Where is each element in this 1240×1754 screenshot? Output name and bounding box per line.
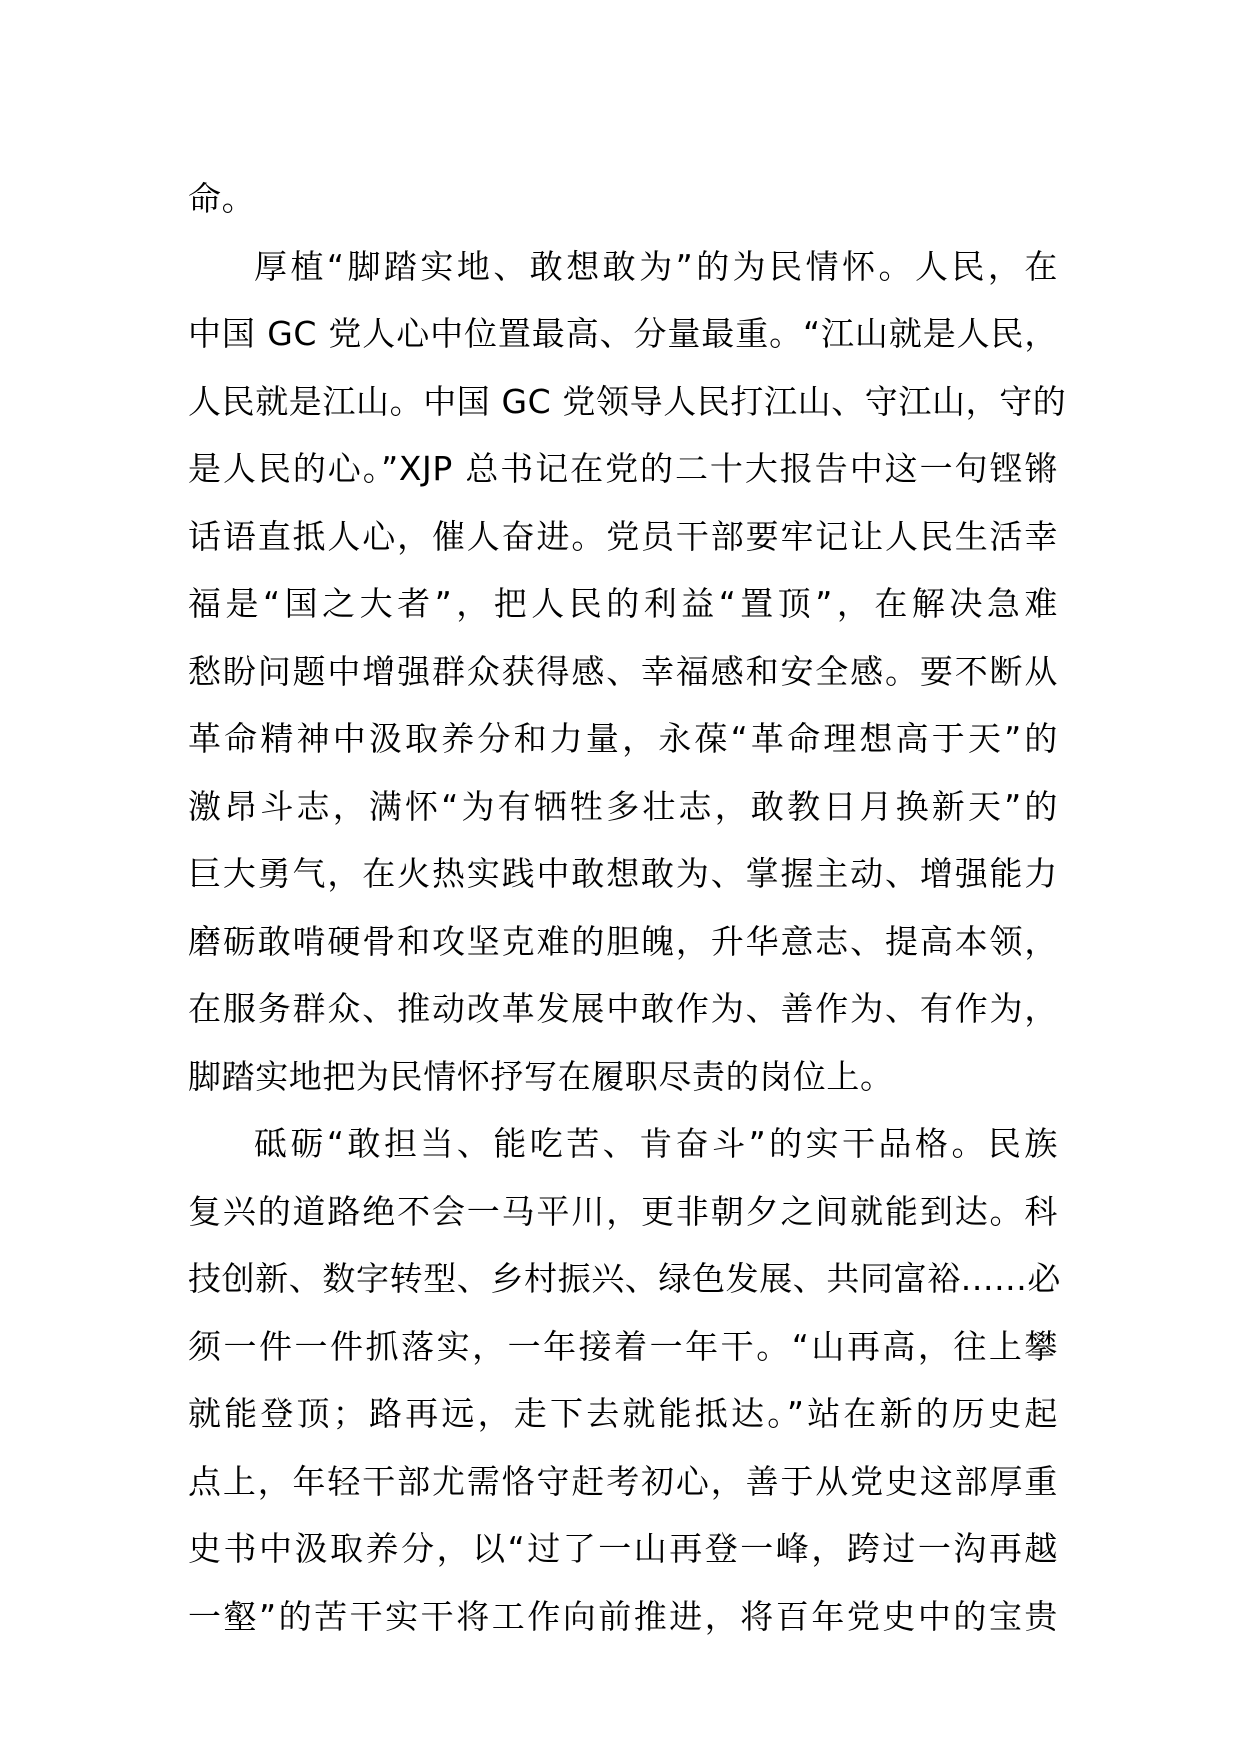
text-line: 命。 xyxy=(188,179,256,218)
text-line: 革命精神中汲取养分和力量，永葆“革命理想高于天”的 xyxy=(188,719,1058,758)
text-line: 中国 GC 党人心中位置最高、分量最重。“江山就是人民， xyxy=(188,314,1058,353)
text-line: 愁盼问题中增强群众获得感、幸福感和安全感。要不断从 xyxy=(188,651,1058,691)
text-line: 巨大勇气，在火热实践中敢想敢为、掌握主动、增强能力 xyxy=(188,854,1058,893)
text-line: 复兴的道路绝不会一马平川，更非朝夕之间就能到达。科 xyxy=(188,1191,1058,1231)
body-text xyxy=(188,165,1067,1650)
text-line: 技创新、数字转型、乡村振兴、绿色发展、共同富裕......必 xyxy=(188,1259,1061,1298)
text-line: 脚踏实地把为民情怀抒写在履职尽责的岗位上。 xyxy=(188,1056,894,1096)
text-line: 点上，年轻干部尤需恪守赶考初心，善于从党史这部厚重 xyxy=(188,1461,1058,1501)
text-line: 激昂斗志，满怀“为有牺牲多壮志，敢教日月换新天”的 xyxy=(188,786,1058,826)
text-line: 一壑”的苦干实干将工作向前推进，将百年党史中的宝贵 xyxy=(188,1596,1058,1636)
text-line: 就能登顶；路再远，走下去就能抵达。”站在新的历史起 xyxy=(188,1394,1058,1433)
text-line: 在服务群众、推动改革发展中敢作为、善作为、有作为， xyxy=(188,989,1058,1028)
paragraph-start-line: 砥砺“敢担当、能吃苦、肯奋斗”的实干品格。民族 xyxy=(254,1124,1058,1163)
text-line: 福是“国之大者”，把人民的利益“置顶”，在解决急难 xyxy=(188,584,1058,623)
text-line: 话语直抵人心，催人奋进。党员干部要牢记让人民生活幸 xyxy=(188,516,1058,556)
paragraph-start-line: 厚植“脚踏实地、敢想敢为”的为民情怀。人民，在 xyxy=(254,246,1058,286)
text-line: 人民就是江山。中国 GC 党领导人民打江山、守江山，守的 xyxy=(188,381,1067,421)
text-line: 磨砺敢啃硬骨和攻坚克难的胆魄，升华意志、提高本领， xyxy=(188,921,1058,961)
text-line: 是人民的心。”XJP 总书记在党的二十大报告中这一句铿锵 xyxy=(188,449,1058,488)
text-line: 史书中汲取养分，以“过了一山再登一峰，跨过一沟再越 xyxy=(188,1529,1058,1568)
text-line: 须一件一件抓落实，一年接着一年干。“山再高，往上攀 xyxy=(188,1326,1058,1366)
